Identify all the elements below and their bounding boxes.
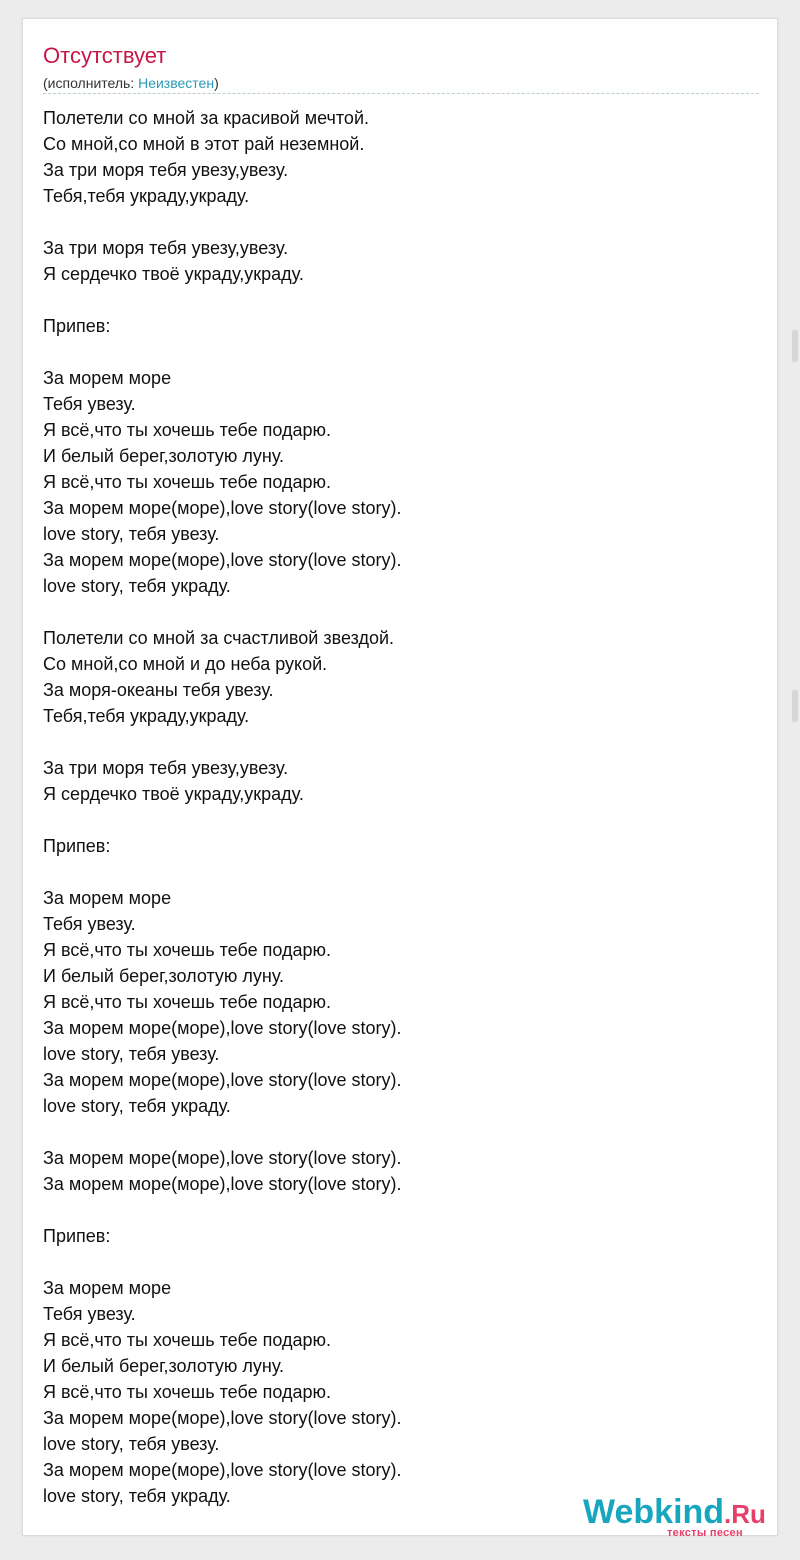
- lyrics-card: [22, 18, 778, 1539]
- scroll-indicator-icon: [792, 690, 798, 722]
- logo-tld: .Ru: [724, 1499, 766, 1529]
- webkind-logo: [583, 1493, 783, 1539]
- artist-line: [43, 74, 219, 92]
- logo-tagline: тексты песен: [667, 1527, 743, 1539]
- song-title: Отсутствует: [43, 43, 167, 68]
- scroll-indicator-icon: [792, 330, 798, 362]
- artist-prefix: (исполнитель:: [43, 75, 139, 91]
- logo-brand: Webkind: [583, 1493, 725, 1531]
- artist-link[interactable]: Неизвестен: [138, 75, 215, 91]
- header-divider: [43, 93, 759, 94]
- artist-suffix: ): [214, 75, 219, 91]
- lyrics-text: Полетели со мной за красивой мечтой. Со мной,со мной в этот рай неземной. За три моря тебя увезу,увезу. Тебя,тебя украду,украду. За три моря тебя увезу,увезу. Я сердечко твоё украду,украду. Припев: За морем море Тебя увезу. Я всё,что ты хочешь тебе подарю. И белый берег,золотую луну. Я всё,что ты хочешь тебе подарю. За морем море(море),love story(love story). love story, тебя увезу. За морем море(море),love story(love story). love story, тебя украду. Полетели со мной за счастливой звездой. Со мной,со мной и до неба рукой. За моря-океаны тебя увезу. Тебя,тебя украду,украду. За три моря тебя увезу,увезу. Я сердечко твоё украду,украду. Припев: За морем море Тебя увезу. Я всё,что ты хочешь тебе подарю. И белый берег,золотую луну. Я всё,что ты хочешь тебе подарю. За морем море(море),love story(love story). love story, тебя увезу. За морем море(море),love story(love story). love story, тебя украду. За морем море(море),love story(love story). За морем море(море),love story(love story). Припев: За морем море Тебя увезу. Я всё,что ты хочешь тебе подарю. И белый берег,золотую луну. Я всё,что ты хочешь тебе подарю. За морем море(море),love story(love story). love story, тебя увезу. За морем море(море),love story(love story). love story, тебя украду.: [43, 108, 402, 1506]
